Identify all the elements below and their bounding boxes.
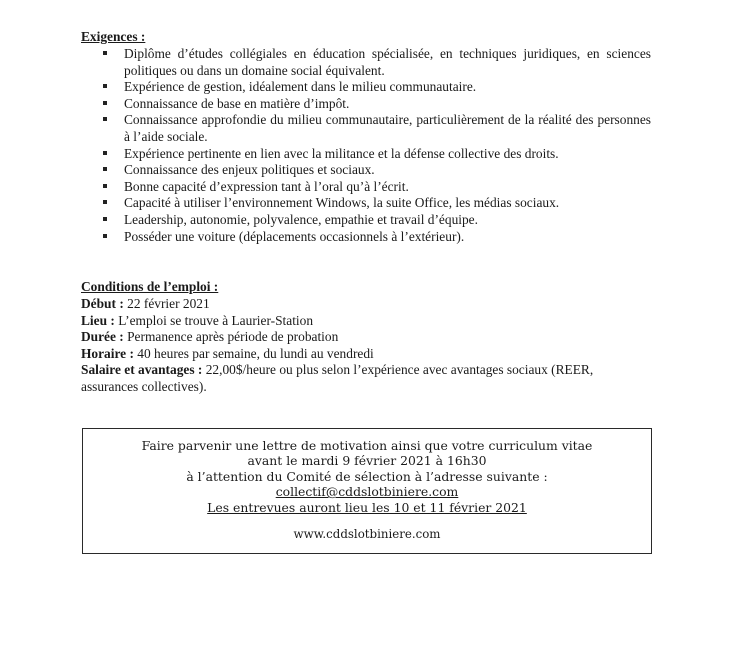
square-bullet-icon	[103, 184, 107, 188]
condition-lieu: Lieu : L’emploi se trouve à Laurier-Station	[81, 312, 314, 328]
conditions-title: Conditions de l’emploi :	[81, 279, 219, 294]
website-link[interactable]: www.cddslotbiniere.com	[293, 527, 441, 542]
square-bullet-icon	[103, 217, 107, 221]
condition-horaire: Horaire : 40 heures par semaine, du lundi au vendredi	[81, 345, 374, 361]
email-link[interactable]: collectif@cddslotbiniere.com	[275, 484, 459, 500]
condition-debut: Début : 22 février 2021	[81, 296, 210, 311]
list-item: Capacité à utiliser l’environnement Windows, la suite Office, les médias sociaux.	[103, 195, 651, 212]
square-bullet-icon	[103, 117, 107, 121]
application-box	[82, 428, 652, 554]
square-bullet-icon	[103, 167, 107, 171]
application-attention: à l’attention du Comité de sélection à l’adresse suivante :	[186, 468, 548, 484]
exigences-title: Exigences :	[81, 29, 146, 44]
list-item: Expérience de gestion, idéalement dans le milieu communautaire.	[103, 79, 651, 96]
condition-duree: Durée : Permanence après période de probation	[81, 329, 339, 345]
conditions-block	[81, 296, 651, 396]
application-deadline: avant le mardi 9 février 2021 à 16h30	[247, 453, 487, 469]
list-item: Posséder une voiture (déplacements occasionnels à l’extérieur).	[103, 229, 651, 246]
square-bullet-icon	[103, 84, 107, 88]
square-bullet-icon	[103, 234, 107, 238]
application-instruction: Faire parvenir une lettre de motivation ainsi que votre curriculum vitae	[141, 438, 593, 453]
list-item: Expérience pertinente en lien avec la militance et la défense collective des droits.	[103, 146, 651, 163]
list-item: Diplôme d’études collégiales en éducation spécialisée, en techniques juridiques, en sciences politiques ou dans un domaine social équivalent.	[103, 46, 651, 79]
list-item: Connaissance des enjeux politiques et sociaux.	[103, 162, 651, 179]
condition-salaire: Salaire et avantages : 22,00$/heure ou plus selon l’expérience avec avantages sociaux (REER, assurances collectives).	[81, 362, 594, 394]
list-item: Connaissance approfondie du milieu communautaire, particulièrement de la réalité des personnes à l’aide sociale.	[103, 112, 651, 145]
exigences-list	[103, 46, 651, 245]
list-item: Leadership, autonomie, polyvalence, empathie et travail d’équipe.	[103, 212, 651, 229]
list-item: Bonne capacité d’expression tant à l’oral qu’à l’écrit.	[103, 179, 651, 196]
square-bullet-icon	[103, 151, 107, 155]
square-bullet-icon	[103, 51, 107, 55]
list-item: Connaissance de base en matière d’impôt.	[103, 96, 651, 113]
square-bullet-icon	[103, 101, 107, 105]
square-bullet-icon	[103, 200, 107, 204]
interview-dates: Les entrevues auront lieu les 10 et 11 février 2021	[207, 499, 527, 515]
